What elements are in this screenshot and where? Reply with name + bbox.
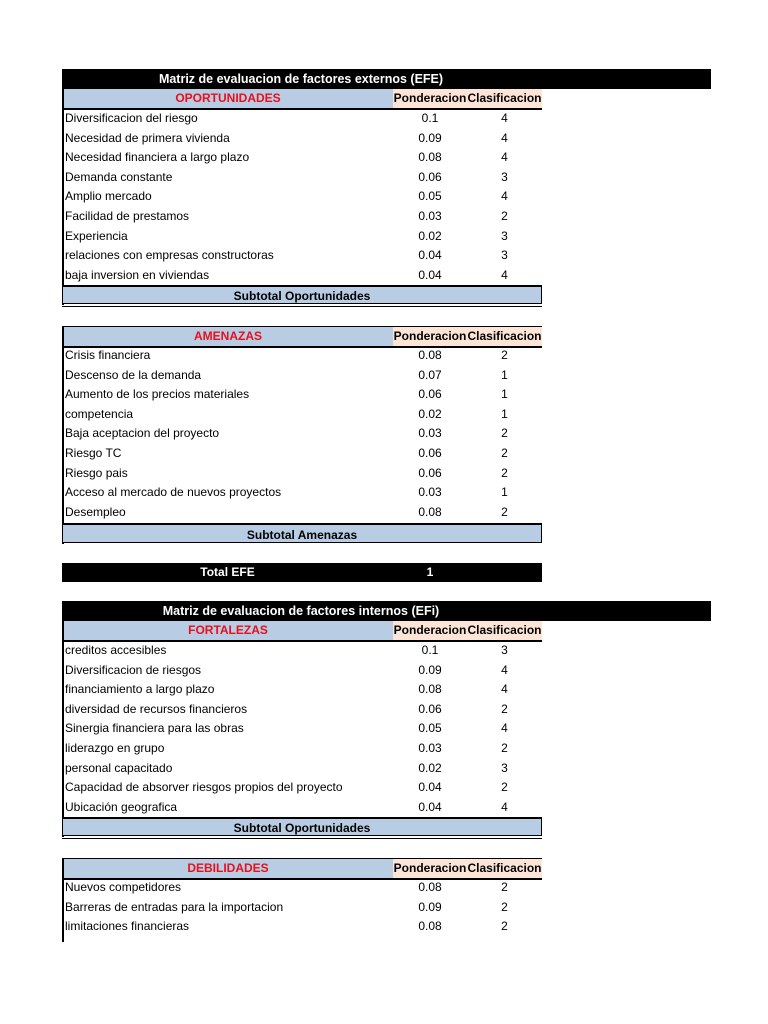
- amenazas-category-label: AMENAZAS: [63, 327, 393, 346]
- table-row: [62, 878, 542, 898]
- clasificacion-value: 3: [501, 248, 508, 263]
- ponderacion-value: 0.04: [418, 780, 442, 795]
- clasificacion-value: 2: [501, 445, 508, 460]
- ponderacion-value: 0.08: [418, 682, 442, 697]
- clasificacion-value: 1: [501, 367, 508, 382]
- efe-title: Matriz de evaluacion de factores externos (EFE): [158, 72, 444, 86]
- ponderacion-value: 0.02: [418, 760, 442, 775]
- table-row: [62, 207, 542, 227]
- clasificacion-value: 3: [501, 643, 508, 657]
- ponderacion-value: 0.09: [418, 130, 442, 145]
- ponderacion-value: 0.06: [418, 445, 442, 460]
- table-row: [62, 168, 542, 188]
- debilidades-header: [62, 859, 542, 879]
- factor-name: personal capacitado: [65, 760, 173, 775]
- factor-name: competencia: [65, 406, 134, 421]
- clasificacion-value: 4: [501, 150, 508, 165]
- clasificacion-value: 4: [501, 682, 508, 697]
- subtotal-label: Subtotal Oportunidades: [233, 289, 371, 303]
- subtotal-label: Subtotal Oportunidades: [233, 821, 371, 835]
- factor-name: Diversificacion del riesgo: [65, 111, 198, 125]
- factor-name: Necesidad financiera a largo plazo: [65, 150, 250, 165]
- clasificacion-value: 2: [501, 919, 508, 934]
- factor-name: Acceso al mercado de nuevos proyectos: [65, 485, 282, 500]
- oportunidades-category-label: OPORTUNIDADES: [63, 89, 393, 108]
- clasificacion-header: Clasificacion: [467, 327, 542, 346]
- table-row: [62, 641, 542, 661]
- ponderacion-value: 0.08: [418, 504, 442, 519]
- debilidades-category-label: DEBILIDADES: [63, 859, 393, 878]
- ponderacion-value: 0.03: [418, 740, 442, 755]
- subtotal-label: Subtotal Amenazas: [246, 528, 358, 542]
- table-row: [62, 917, 542, 937]
- clasificacion-value: 4: [501, 189, 508, 204]
- ponderacion-value: 0.03: [418, 485, 442, 500]
- factor-name: Diversificacion de riesgos: [65, 662, 202, 677]
- efi-title-bar: [62, 601, 711, 621]
- ponderacion-value: 0.04: [418, 248, 442, 263]
- ponderacion-value: 0.09: [418, 662, 442, 677]
- factor-name: Baja aceptacion del proyecto: [65, 426, 220, 441]
- clasificacion-value: 1: [501, 387, 508, 402]
- table-row: [62, 266, 542, 286]
- ponderacion-value: 0.06: [418, 387, 442, 402]
- factor-name: financiamiento a largo plazo: [65, 682, 215, 697]
- debilidades-rows: [62, 878, 542, 937]
- ponderacion-value: 0.03: [418, 208, 442, 223]
- table-row: [62, 405, 542, 425]
- table-row: [62, 109, 542, 129]
- efe-title-bar: [62, 69, 711, 89]
- clasificacion-value: 4: [501, 130, 508, 145]
- ponderacion-header: Ponderacion: [393, 327, 467, 346]
- factor-name: Sinergia financiera para las obras: [65, 721, 244, 736]
- clasificacion-value: 4: [501, 662, 508, 677]
- ponderacion-value: 0.02: [418, 228, 442, 243]
- ponderacion-value: 0.06: [418, 169, 442, 184]
- table-row: [62, 778, 542, 798]
- clasificacion-value: 2: [501, 504, 508, 519]
- clasificacion-value: 2: [501, 740, 508, 755]
- subtotal-oportunidades: [62, 285, 542, 303]
- table-row: [62, 700, 542, 720]
- table-row: [62, 148, 542, 168]
- clasificacion-value: 2: [501, 780, 508, 795]
- amenazas-header: [62, 327, 542, 347]
- table-row: [62, 464, 542, 484]
- table-row: [62, 503, 542, 523]
- total-efe-bar: [62, 563, 542, 582]
- ponderacion-value: 0.08: [418, 150, 442, 165]
- clasificacion-value: 3: [501, 760, 508, 775]
- fortalezas-category-label: FORTALEZAS: [63, 621, 393, 640]
- clasificacion-header: Clasificacion: [467, 621, 542, 640]
- table-row: [62, 661, 542, 681]
- factor-name: Descenso de la demanda: [65, 367, 202, 382]
- factor-name: Experiencia: [65, 228, 128, 243]
- efi-title: Matriz de evaluacion de factores internos (EFi): [162, 604, 440, 618]
- ponderacion-header: Ponderacion: [393, 89, 467, 108]
- ponderacion-value: 0.08: [418, 919, 442, 934]
- factor-name: Ubicación geografica: [65, 799, 178, 814]
- factor-name: Capacidad de absorver riesgos propios del proyecto: [65, 780, 343, 795]
- table-row: [62, 739, 542, 759]
- factor-name: diversidad de recursos financieros: [65, 701, 248, 716]
- subtotal-double-underline: [62, 303, 542, 307]
- ponderacion-value: 0.1: [421, 111, 439, 125]
- factor-name: Riesgo TC: [65, 445, 122, 460]
- ponderacion-value: 0.08: [418, 348, 442, 362]
- table-row: [62, 346, 542, 366]
- clasificacion-value: 4: [501, 267, 508, 282]
- clasificacion-header: Clasificacion: [467, 859, 542, 878]
- table-row: [62, 424, 542, 444]
- ponderacion-value: 0.09: [418, 899, 442, 914]
- ponderacion-value: 0.03: [418, 426, 442, 441]
- table-row: [62, 444, 542, 464]
- table-row: [62, 759, 542, 779]
- factor-name: Amplio mercado: [65, 189, 152, 204]
- ponderacion-value: 0.02: [418, 406, 442, 421]
- table-row: [62, 798, 542, 818]
- factor-name: relaciones con empresas constructoras: [65, 248, 274, 263]
- clasificacion-value: 2: [501, 465, 508, 480]
- factor-name: Necesidad de primera vivienda: [65, 130, 230, 145]
- clasificacion-value: 4: [501, 799, 508, 814]
- oportunidades-rows: [62, 109, 542, 285]
- ponderacion-header: Ponderacion: [393, 859, 467, 878]
- subtotal-fortalezas: [62, 817, 542, 835]
- ponderacion-value: 0.05: [418, 721, 442, 736]
- ponderacion-value: 0.06: [418, 465, 442, 480]
- table-row: [62, 719, 542, 739]
- table-row: [62, 898, 542, 918]
- table-row: [62, 246, 542, 266]
- clasificacion-value: 3: [501, 228, 508, 243]
- subtotal-amenazas: [62, 523, 542, 543]
- amenazas-rows: [62, 346, 542, 522]
- fortalezas-rows: [62, 641, 542, 817]
- ponderacion-value: 0.1: [421, 643, 439, 657]
- factor-name: liderazgo en grupo: [65, 740, 165, 755]
- factor-name: Desempleo: [65, 504, 126, 519]
- factor-name: Crisis financiera: [65, 348, 151, 362]
- factor-name: Riesgo pais: [65, 465, 128, 480]
- ponderacion-value: 0.07: [418, 367, 442, 382]
- factor-name: Demanda constante: [65, 169, 173, 184]
- table-row: [62, 187, 542, 207]
- clasificacion-value: 2: [501, 426, 508, 441]
- oportunidades-header: [62, 89, 542, 109]
- ponderacion-value: 0.08: [418, 880, 442, 894]
- total-efe-value: 1: [426, 565, 434, 579]
- fortalezas-header: [62, 621, 542, 641]
- factor-name: limitaciones financieras: [65, 919, 190, 934]
- clasificacion-value: 1: [501, 485, 508, 500]
- factor-name: Nuevos competidores: [65, 880, 182, 894]
- table-row: [62, 680, 542, 700]
- ponderacion-value: 0.04: [418, 267, 442, 282]
- clasificacion-value: 2: [501, 701, 508, 716]
- table-row: [62, 483, 542, 503]
- table-row: [62, 129, 542, 149]
- clasificacion-value: 1: [501, 406, 508, 421]
- clasificacion-value: 4: [501, 721, 508, 736]
- clasificacion-value: 4: [501, 111, 508, 125]
- ponderacion-value: 0.05: [418, 189, 442, 204]
- factor-name: baja inversion en viviendas: [65, 267, 210, 282]
- clasificacion-value: 2: [501, 899, 508, 914]
- clasificacion-value: 2: [501, 348, 508, 362]
- ponderacion-value: 0.04: [418, 799, 442, 814]
- ponderacion-header: Ponderacion: [393, 621, 467, 640]
- ponderacion-value: 0.06: [418, 701, 442, 716]
- factor-name: Facilidad de prestamos: [65, 208, 190, 223]
- table-row: [62, 366, 542, 386]
- clasificacion-value: 2: [501, 208, 508, 223]
- factor-name: creditos accesibles: [65, 643, 167, 657]
- clasificacion-header: Clasificacion: [467, 89, 542, 108]
- factor-name: Barreras de entradas para la importacion: [65, 899, 284, 914]
- subtotal-double-underline: [62, 835, 542, 839]
- clasificacion-value: 2: [501, 880, 508, 894]
- table-row: [62, 227, 542, 247]
- total-efe-label: Total EFE: [200, 565, 255, 579]
- factor-name: Aumento de los precios materiales: [65, 387, 250, 402]
- clasificacion-value: 3: [501, 169, 508, 184]
- table-row: [62, 385, 542, 405]
